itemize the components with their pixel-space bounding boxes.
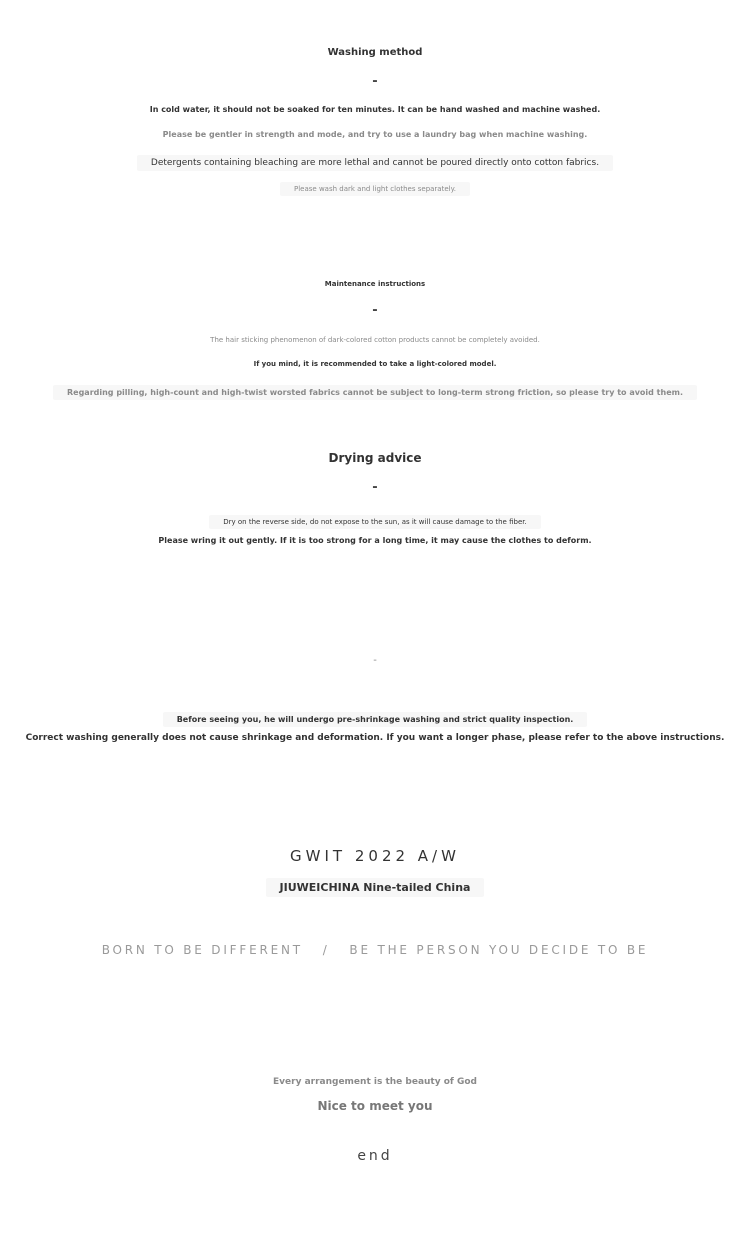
- shrinkage-line-2: Correct washing generally does not cause shrinkage and deformation. If you want a longer phase, please refer to the above instructions.: [25, 733, 725, 743]
- washing-line-1: In cold water, it should not be soaked for ten minutes. It can be hand washed and machine washed.: [149, 105, 601, 114]
- drying-line-2: Please wring it out gently. If it is too strong for a long time, it may cause the clothes to deform.: [158, 536, 592, 545]
- washing-line-3: Detergents containing bleaching are more lethal and cannot be poured directly onto cotton fabrics.: [137, 155, 613, 171]
- brand-name-wrap: [0, 876, 750, 897]
- washing-line-4-wrap: [0, 176, 750, 196]
- brand-slogan: BORN TO BE DIFFERENT / BE THE PERSON YOU DECIDE TO BE: [101, 943, 649, 957]
- maintenance-line-3: Regarding pilling, high-count and high-twist worsted fabrics cannot be subject to long-term strong friction, so please try to avoid them.: [53, 385, 697, 400]
- drying-divider: -: [372, 480, 378, 495]
- closing-end: end: [357, 1148, 393, 1164]
- maintenance-line-3-wrap: [0, 380, 750, 400]
- maintenance-divider: -: [372, 303, 378, 318]
- washing-line-2: Please be gentler in strength and mode, and try to use a laundry bag when machine washing.: [162, 130, 588, 139]
- shrinkage-line-1-wrap: [0, 707, 750, 727]
- washing-line-4: Please wash dark and light clothes separately.: [280, 182, 470, 196]
- shrinkage-line-1: Before seeing you, he will undergo pre-shrinkage washing and strict quality inspection.: [163, 712, 588, 727]
- drying-line-1: Dry on the reverse side, do not expose to the sun, as it will cause damage to the fiber.: [209, 515, 540, 529]
- closing-tagline: Every arrangement is the beauty of God: [273, 1077, 477, 1087]
- shrinkage-divider: -: [373, 655, 377, 666]
- washing-divider: -: [372, 74, 378, 89]
- maintenance-line-1: The hair sticking phenomenon of dark-colored cotton products cannot be completely avoided.: [210, 336, 540, 344]
- washing-title: Washing method: [327, 47, 423, 58]
- maintenance-title: Maintenance instructions: [324, 280, 426, 288]
- drying-line-1-wrap: [0, 509, 750, 529]
- closing-greeting: Nice to meet you: [317, 1099, 433, 1113]
- washing-line-3-wrap: [0, 150, 750, 171]
- brand-season: GWIT 2022 A/W: [290, 847, 460, 865]
- brand-name: JIUWEICHINA Nine-tailed China: [266, 878, 485, 897]
- maintenance-line-2: If you mind, it is recommended to take a light-colored model.: [253, 360, 497, 368]
- drying-title: Drying advice: [328, 451, 422, 465]
